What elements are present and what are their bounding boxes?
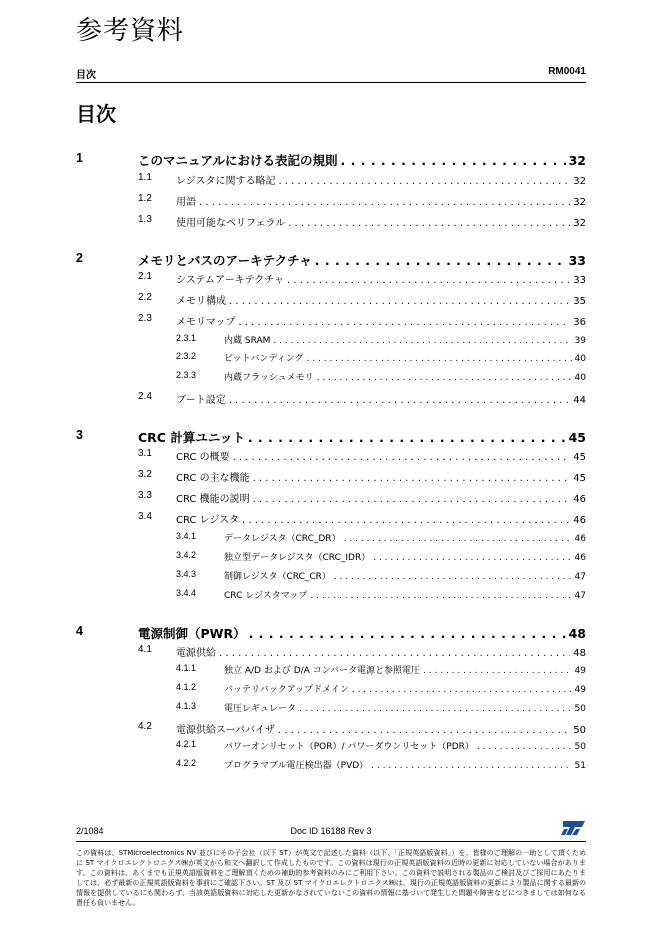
page-number: 2/1084	[76, 826, 104, 836]
toc-entry-page: 49	[574, 666, 586, 676]
toc-entry-number: 1	[76, 151, 83, 165]
toc-entry-4-2-2[interactable]	[76, 758, 586, 773]
toc-entry-page: 32	[573, 197, 586, 208]
toc-entry-number: 2.2	[138, 292, 152, 303]
toc-entry-page: 50	[574, 742, 586, 752]
toc-entry-page: 48	[568, 626, 586, 641]
toc-entry-2-1[interactable]	[76, 271, 586, 287]
toc-entry-number: 4.2.2	[176, 758, 197, 768]
toc-entry-number: 1.2	[138, 193, 152, 204]
toc-entry-3-1[interactable]	[76, 448, 586, 464]
toc-entry-number: 3	[76, 428, 83, 442]
toc-leader-dots	[242, 515, 570, 526]
toc-entry-2-4[interactable]	[76, 391, 586, 407]
toc-entry-number: 1.1	[138, 172, 152, 183]
toc-entry-page: 45	[573, 452, 586, 463]
toc-entry-title: 内蔵 SRAM	[224, 336, 271, 346]
toc-entry-number: 4.1.2	[176, 682, 197, 692]
toc-entry-2-2[interactable]	[76, 292, 586, 308]
toc-entry-1-1[interactable]	[76, 172, 586, 188]
toc-entry-page: 44	[573, 395, 586, 406]
toc-leader-dots	[344, 534, 572, 544]
toc-leader-dots	[307, 354, 572, 364]
toc-entry-title: ビットバンディング	[224, 354, 304, 364]
toc-entry-title: プログラマブル電圧検出器（PVD）	[224, 761, 369, 771]
header-doc-code: RM0041	[548, 66, 586, 77]
toc-entry-4-1-2[interactable]	[76, 682, 586, 697]
toc-leader-dots	[423, 666, 571, 676]
toc-entry-title: 独立型データレジスタ（CRC_IDR）	[224, 553, 371, 563]
toc-entry-3-4-3[interactable]	[76, 569, 586, 584]
toc-entry-number: 2.3.3	[176, 370, 197, 380]
toc-entry-title: メモリ構成	[176, 296, 226, 307]
toc-entry-number: 3.1	[138, 448, 152, 459]
toc-leader-dots	[334, 572, 572, 582]
toc-leader-dots	[477, 742, 572, 752]
toc-entry-title: 用語	[176, 197, 196, 208]
toc-leader-dots	[317, 373, 572, 383]
toc-entry-4-2-1[interactable]	[76, 739, 586, 754]
toc-entry-page: 51	[574, 761, 586, 771]
toc-leader-dots	[229, 395, 571, 406]
toc-entry-page: 46	[573, 494, 586, 505]
disclaimer-text: この資料は、STMicroelectronics NV 並びにその子会社（以下 ST）が英文で記述した資料（以下、「正規英語版資料」）を、皆様のご理解の一助として頂くために ST マイクロエレクトロニクス㈱が英文から和文へ翻訳して作成したものです。この資料は現行の正規英語版資料の近時の更新に対応していない場合があります。この資料は、あくまでも正規英語版資料をご理解頂くための補助的参考資料のみにご利用下さい。この資料で説明される製品のご検討及びご採用にあたりましては、必ず最新の正規英語版資料を事前にご確認下さい。ST 及び ST マイクロエレクトロニクス㈱は、現行の正規英語版資料の更新により製品に関する最新の情報を提供しているにも関わらず、当該英語版資料に対応した更新がなされていないこの資料の情報に基づいて発生した問題や障害などにつきましては如何なる責任も負いません。	[76, 849, 586, 907]
toc-entry-number: 3.4.1	[176, 531, 197, 541]
toc-entry-title: CRC 機能の説明	[176, 494, 250, 505]
toc-leader-dots	[249, 626, 566, 641]
toc-leader-dots	[287, 275, 570, 286]
toc-entry-page: 45	[568, 430, 586, 445]
toc-leader-dots	[310, 591, 571, 601]
toc-entry-number: 2.3.1	[176, 333, 197, 343]
toc-entry-page: 46	[574, 534, 586, 544]
toc-entry-page: 46	[574, 553, 586, 563]
toc-entry-number: 2.4	[138, 391, 152, 402]
toc-entry-number: 3.2	[138, 469, 152, 480]
toc-entry-page: 40	[574, 373, 586, 383]
toc-entry-title: 電源供給	[176, 648, 216, 659]
toc-entry-title: メモリとバスのアーキテクチャ	[138, 253, 312, 268]
st-logo-icon	[560, 820, 586, 836]
footer-divider	[76, 841, 586, 842]
toc-entry-title: システムアーキテクチャ	[176, 275, 284, 286]
toc-entry-3-4[interactable]	[76, 511, 586, 527]
toc-entry-page: 50	[573, 725, 586, 736]
toc-entry-1-3[interactable]	[76, 214, 586, 230]
toc-leader-dots	[278, 725, 570, 736]
toc-entry-4-1-1[interactable]	[76, 663, 586, 678]
toc-leader-dots	[253, 494, 571, 505]
toc-entry-3-2[interactable]	[76, 469, 586, 485]
toc-entry-number: 2.3.2	[176, 351, 197, 361]
toc-entry-3-4-4[interactable]	[76, 588, 586, 603]
toc-entry-number: 4	[76, 624, 83, 638]
toc-entry-title: メモリマップ	[176, 317, 236, 328]
toc-leader-dots	[288, 218, 570, 229]
toc-entry-title: 制御レジスタ（CRC_CR）	[224, 572, 331, 582]
toc-entry-3-4-1[interactable]	[76, 531, 586, 546]
toc-entry-4[interactable]	[76, 624, 586, 644]
toc-entry-page: 40	[574, 354, 586, 364]
toc-entry-3-3[interactable]	[76, 490, 586, 506]
toc-entry-1-2[interactable]	[76, 193, 586, 209]
toc-entry-number: 4.1.1	[176, 663, 197, 673]
toc-entry-page: 32	[573, 176, 586, 187]
toc-entry-1[interactable]	[76, 151, 586, 171]
toc-entry-page: 36	[573, 317, 586, 328]
toc-entry-title: CRC の主な機能	[176, 473, 250, 484]
toc-entry-title: このマニュアルにおける表記の規則	[138, 153, 338, 168]
toc-entry-title: 電源供給スーパバイザ	[176, 725, 275, 736]
toc-entry-4-2[interactable]	[76, 721, 586, 737]
toc-entry-number: 1.3	[138, 214, 152, 225]
toc-entry-page: 46	[573, 515, 586, 526]
toc-entry-title: 内蔵フラッシュメモリ	[224, 373, 314, 383]
toc-entry-title: CRC レジスタマップ	[224, 591, 308, 601]
toc-leader-dots	[219, 648, 570, 659]
toc-leader-dots	[233, 452, 571, 463]
toc-entry-number: 2	[76, 251, 83, 265]
toc-leader-dots	[341, 153, 566, 168]
toc-entry-2-3-1[interactable]	[76, 333, 586, 348]
toc-entry-page: 32	[568, 153, 586, 168]
toc-entry-page: 33	[573, 275, 586, 286]
toc-entry-title: 使用可能なペリフェラル	[176, 218, 286, 229]
toc-entry-number: 3.4.4	[176, 588, 197, 598]
toc-entry-number: 3.4.2	[176, 550, 197, 560]
toc-entry-page: 47	[574, 591, 586, 601]
toc-entry-page: 39	[574, 336, 586, 346]
toc-leader-dots	[352, 685, 572, 695]
toc-entry-title: 電圧レギュレータ	[224, 704, 297, 714]
toc-entry-2-3-3[interactable]	[76, 370, 586, 385]
toc-entry-4-1-3[interactable]	[76, 701, 586, 716]
toc-leader-dots	[229, 296, 570, 307]
toc-entry-page: 48	[573, 648, 586, 659]
toc-entry-3[interactable]	[76, 428, 586, 448]
toc-leader-dots	[253, 473, 571, 484]
toc-entry-number: 2.1	[138, 271, 152, 282]
toc-leader-dots	[299, 704, 572, 714]
toc-leader-dots	[278, 176, 570, 187]
toc-entry-number: 4.2	[138, 721, 152, 732]
toc-entry-number: 4.2.1	[176, 739, 197, 749]
toc-entry-title: データレジスタ（CRC_DR）	[224, 534, 341, 544]
toc-leader-dots	[371, 761, 571, 771]
toc-entry-2[interactable]	[76, 251, 586, 271]
page-title: 目次	[76, 102, 116, 126]
toc-entry-number: 4.1.3	[176, 701, 197, 711]
toc-entry-page: 33	[568, 253, 586, 268]
toc-entry-number: 4.1	[138, 644, 152, 655]
toc-entry-page: 35	[573, 296, 586, 307]
toc-entry-page: 32	[573, 218, 586, 229]
toc-entry-title: CRC レジスタ	[176, 515, 240, 526]
toc-entry-title: レジスタに関する略記	[176, 176, 276, 187]
toc-entry-title: CRC 計算ユニット	[138, 430, 245, 445]
header-section: 目次	[76, 70, 96, 81]
toc-entry-title: ブート設定	[176, 395, 226, 406]
toc-entry-page: 47	[574, 572, 586, 582]
toc-entry-number: 2.3	[138, 313, 152, 324]
toc-leader-dots	[238, 317, 570, 328]
toc-entry-2-3-2[interactable]	[76, 351, 586, 366]
toc-entry-page: 49	[574, 685, 586, 695]
toc-leader-dots	[248, 430, 566, 445]
header-divider	[76, 82, 586, 83]
toc-leader-dots	[315, 253, 566, 268]
toc-entry-title: バッテリバックアップドメイン	[224, 685, 349, 695]
document-banner: 参考資料	[76, 16, 185, 46]
toc-entry-3-4-2[interactable]	[76, 550, 586, 565]
toc-entry-title: パワーオンリセット（POR）/ パワーダウンリセット（PDR）	[224, 742, 474, 752]
toc-entry-page: 45	[573, 473, 586, 484]
doc-id: Doc ID 16188 Rev 3	[290, 826, 372, 836]
toc-entry-title: 電源制御（PWR）	[138, 626, 246, 641]
toc-entry-page: 50	[574, 704, 586, 714]
toc-entry-number: 3.4	[138, 511, 152, 522]
toc-entry-number: 3.4.3	[176, 569, 197, 579]
toc-entry-title: 独立 A/D および D/A コンバータ電源と参照電圧	[224, 666, 421, 676]
toc-entry-4-1[interactable]	[76, 644, 586, 660]
toc-leader-dots	[373, 553, 571, 563]
toc-leader-dots	[273, 336, 571, 346]
toc-leader-dots	[199, 197, 570, 208]
toc-entry-title: CRC の概要	[176, 452, 230, 463]
toc-entry-2-3[interactable]	[76, 313, 586, 329]
toc-entry-number: 3.3	[138, 490, 152, 501]
